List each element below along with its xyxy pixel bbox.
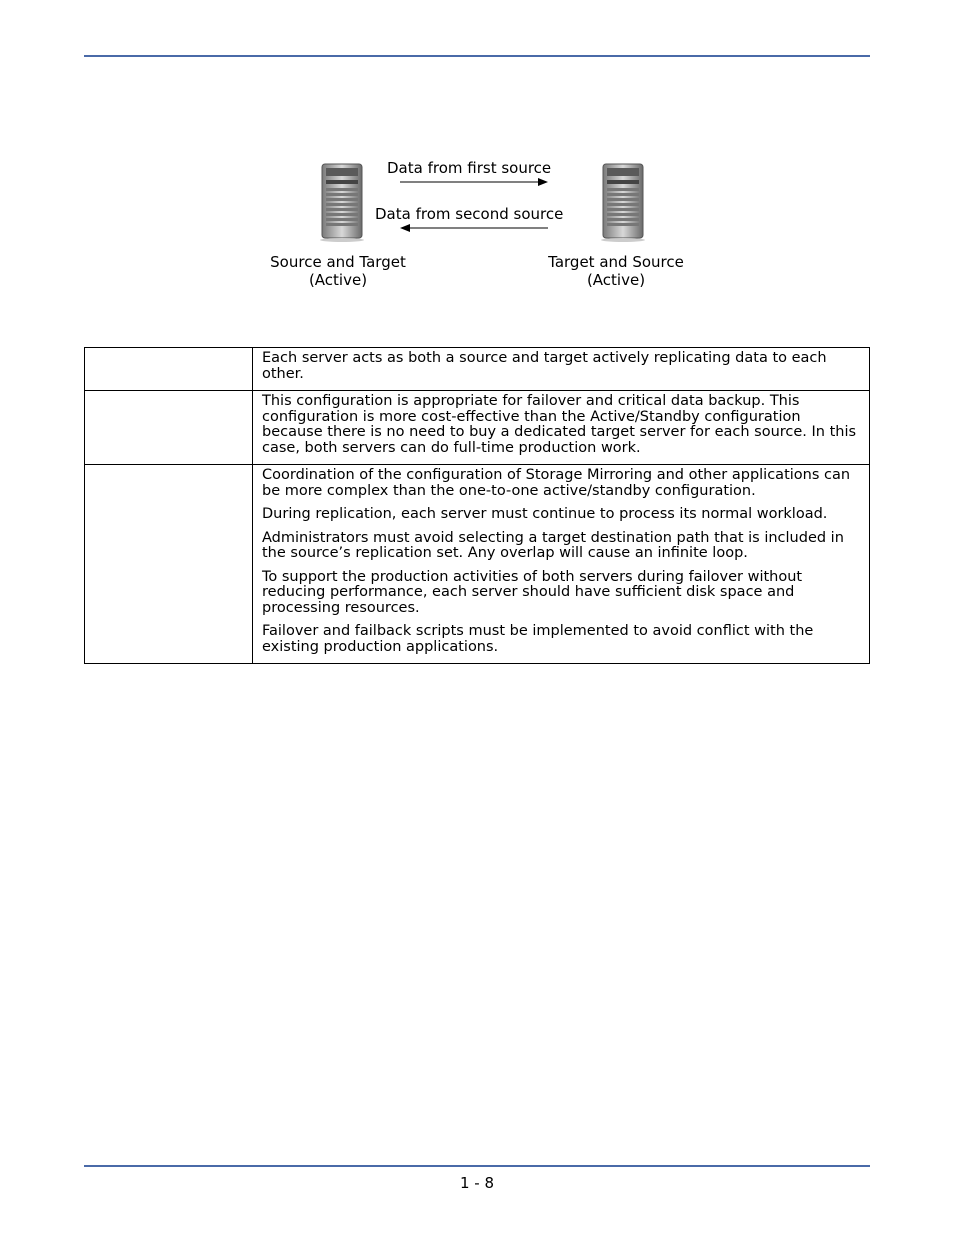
table-row — [85, 465, 870, 664]
row-text-cell — [253, 465, 870, 664]
left-server-role: Source and Target — [270, 253, 406, 271]
row-label-cell — [85, 348, 253, 391]
row-label-cell — [85, 465, 253, 664]
row-paragraph: Coordination of the configuration of Storage Mirroring and other applications can be more complex than the one-to-one active/standby configuration. — [262, 467, 851, 499]
left-server-state: (Active) — [308, 271, 368, 289]
arrow-right-icon — [400, 176, 548, 188]
active-active-diagram — [0, 0, 954, 320]
arrow-label-second-source: Data from second source — [375, 205, 564, 223]
left-server-caption — [238, 253, 438, 289]
row-text-cell — [253, 348, 870, 391]
right-server-role: Target and Source — [548, 253, 684, 271]
right-server-caption — [516, 253, 716, 289]
page-number: 1 - 8 — [459, 1174, 495, 1192]
arrow-label-first-source: Data from first source — [387, 159, 552, 177]
server-tower-icon — [599, 162, 647, 242]
row-label-cell — [85, 391, 253, 465]
table-row — [85, 391, 870, 465]
row-paragraph: During replication, each server must continue to process its normal workload. — [262, 506, 828, 522]
right-server-state: (Active) — [586, 271, 646, 289]
configuration-table — [84, 347, 870, 664]
server-tower-icon — [318, 162, 366, 242]
table-row — [85, 348, 870, 391]
row-paragraph: This configuration is appropriate for failover and critical data backup. This configuration is more cost-effective than the Active/Standby configuration because there is no need to buy a dedicated target server for each source. In this case, both servers can do full-time production work. — [262, 393, 857, 456]
row-paragraph: To support the production activities of both servers during failover without reducing performance, each server should have sufficient disk space and processing resources. — [262, 568, 803, 616]
row-text-cell — [253, 391, 870, 465]
row-paragraph: Each server acts as both a source and target actively replicating data to each other. — [262, 350, 827, 382]
row-paragraph: Failover and failback scripts must be implemented to avoid conflict with the existing production applications. — [262, 623, 814, 655]
footer-rule — [84, 1165, 870, 1167]
row-paragraph: Administrators must avoid selecting a target destination path that is included in the source’s replication set. Any overlap will cause an infinite loop. — [262, 529, 844, 561]
arrow-left-icon — [400, 222, 548, 234]
